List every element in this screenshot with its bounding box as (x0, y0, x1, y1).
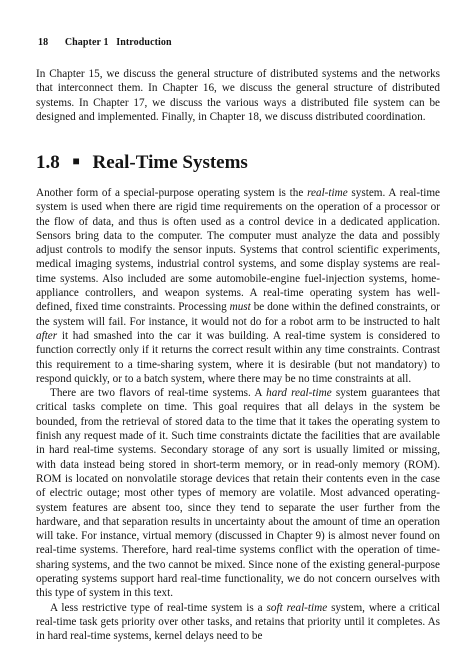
paragraph-soft-real-time: A less restrictive type of real-time system is a soft real-time system, where a critical real-time task gets priority over other tasks, and retains that priority until it completes. As in hard real-time systems, kernel delays need to be (36, 601, 440, 643)
paragraph-real-time-intro: Another form of a special-purpose operating system is the real-time system. A real-time system is used when there are rigid time requirements on the operation of a processor or the flow of data, and thus is often used as a control device in a dedicated application. Sensors bring data to the computer. The computer must analyze the data and possibly adjust controls to modify the sensor inputs. Systems that control scientific experiments, medical imaging systems, industrial control systems, and some display systems are real-time systems. Also included are some automobile-engine fuel-injection systems, home-appliance controllers, and weapon systems. A real-time operating system has well-defined, fixed time constraints. Processing must be done within the defined constraints, or the system will fail. For instance, it would not do for a robot arm to be instructed to halt after it had smashed into the car it was building. A real-time system is considered to function correctly only if it returns the correct result within any time constraints. Contrast this requirement to a time-sharing system, where it is desirable (but not mandatory) to respond quickly, or to a batch system, where there may be no time constraints at all. (36, 187, 441, 385)
section-heading (36, 152, 248, 174)
section-number: 1.8 (36, 152, 60, 173)
intro-paragraph: In Chapter 15, we discuss the general structure of distributed systems and the networks that interconnect them. In Chapter 16, we discuss the general structure of distributed systems. In Chapter 17, we discuss the various ways a distributed file system can be designed and implemented. Finally, in Chapter 18, we discuss distributed coordination. (36, 68, 440, 123)
page-number: 18 (38, 37, 49, 48)
paragraph-hard-real-time: There are two flavors of real-time systems. A hard real-time system guarantees that critical tasks complete on time. This goal requires that all delays in the system be bounded, from the retrieval of stored data to the time that it takes the operating system to finish any request made of it. Such time constraints dictate the facilities that are available in hard real-time systems. Secondary storage of any sort is usually limited or missing, with data instead being stored in short-term memory, or in read-only memory (ROM). ROM is located on nonvolatile storage devices that retain their contents even in the case of electric outage; most other types of memory are volatile. Most advanced operating-system features are absent too, since they tend to separate the user further from the hardware, and that separation results in uncertainty about the amount of time an operation will take. For instance, virtual memory (discussed in Chapter 9) is almost never found on real-time systems. Therefore, hard real-time systems conflict with the operation of time-sharing systems, and the two cannot be mixed. Since none of the existing general-purpose operating systems support hard real-time functionality, we do not concern ourselves with this type of system in this text. (36, 387, 441, 600)
section-title: Real-Time Systems (92, 152, 248, 173)
emphasis: real-time (307, 187, 348, 199)
emphasis: hard real-time (266, 387, 332, 400)
emphasis: after (36, 329, 58, 342)
chapter-title: Introduction (116, 37, 172, 48)
emphasis: must (229, 301, 251, 314)
running-header (38, 37, 172, 48)
square-bullet-icon: ■ (72, 154, 80, 168)
section-body (36, 186, 440, 644)
emphasis: soft real-time (266, 601, 328, 614)
chapter-label: Chapter 1 (64, 37, 109, 48)
